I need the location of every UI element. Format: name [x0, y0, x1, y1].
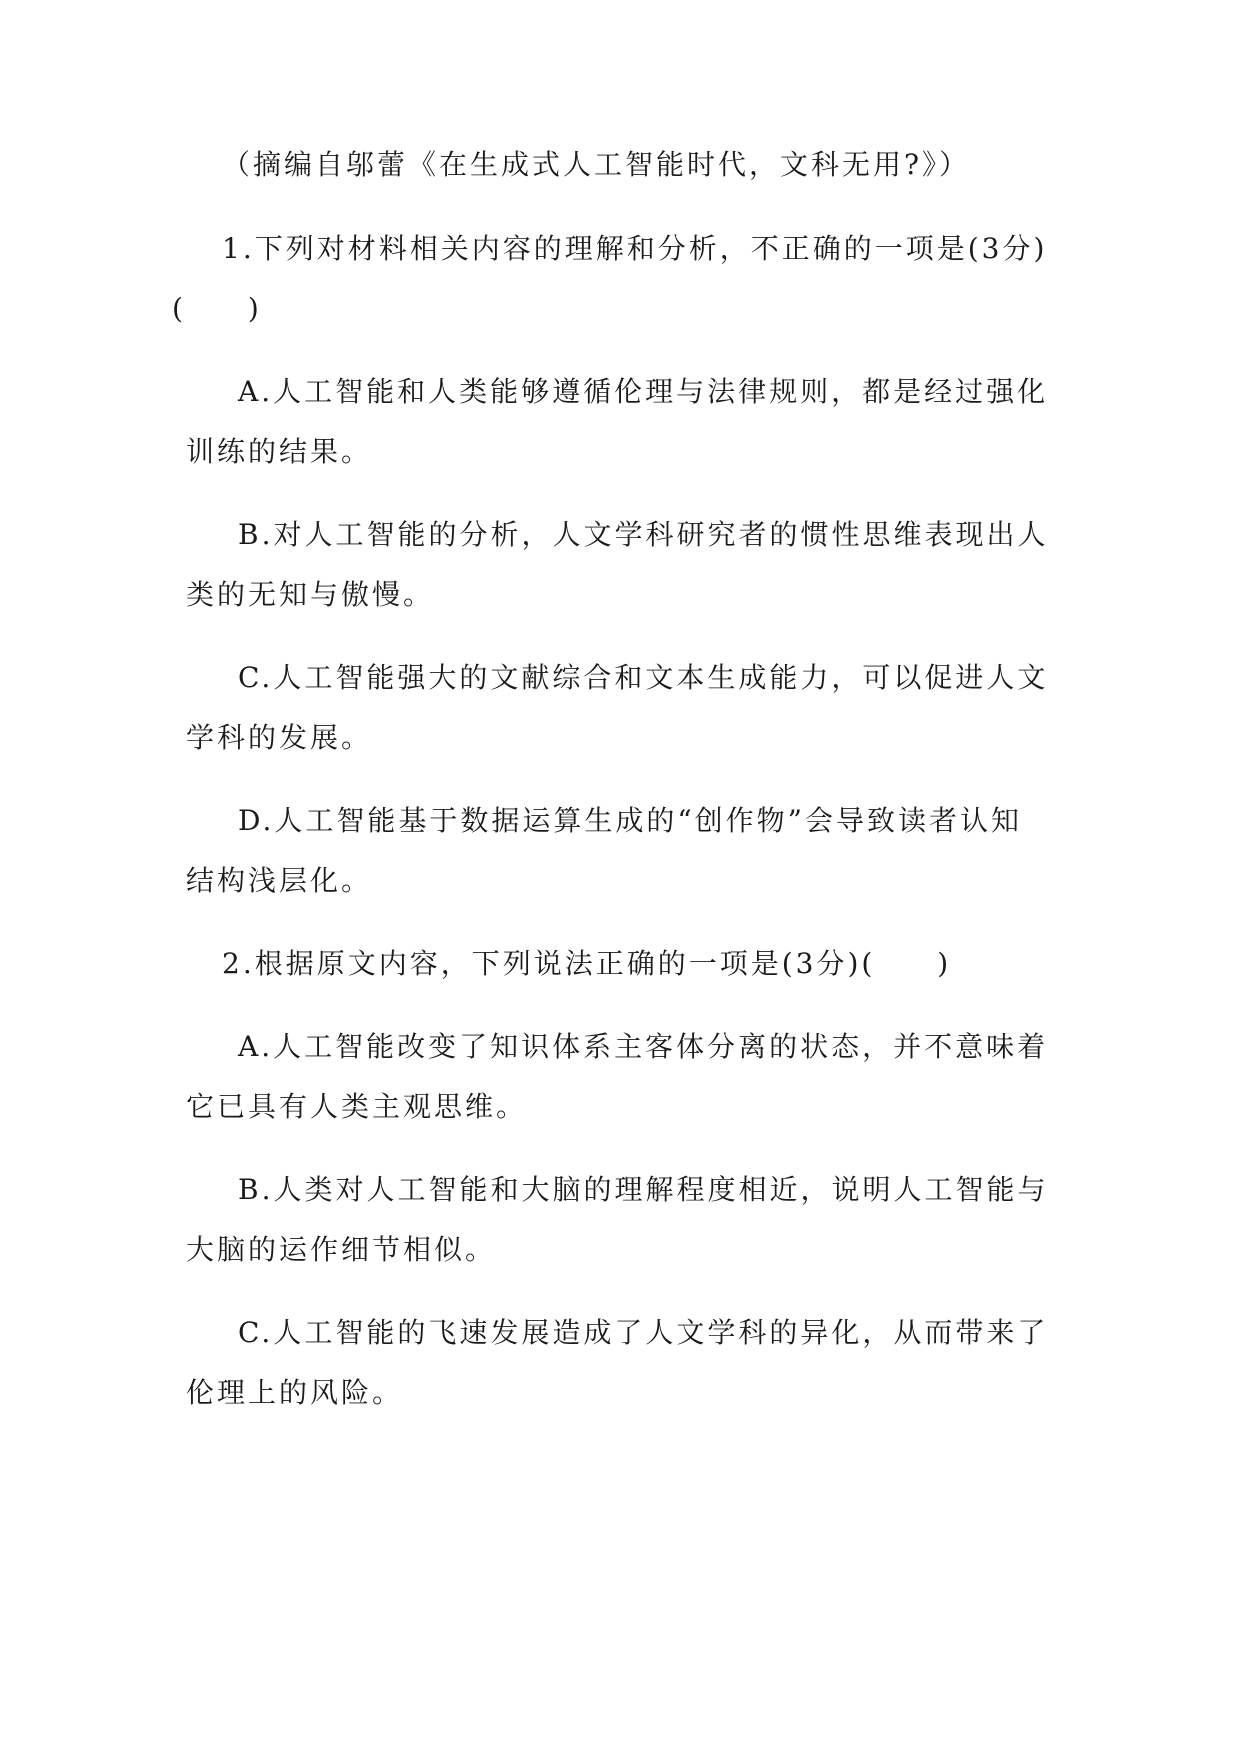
question-1-option-a: A.人工智能和人类能够遵循伦理与法律规则，都是经过强化	[238, 375, 1049, 408]
question-2-option-c-cont: 伦理上的风险。	[186, 1376, 404, 1409]
question-1-stem: 1.下列对材料相关内容的理解和分析，不正确的一项是(3分)	[222, 232, 1048, 265]
question-2-option-b: B.人类对人工智能和大脑的理解程度相近，说明人工智能与	[238, 1173, 1049, 1206]
source-citation: （摘编自邬蕾《在生成式人工智能时代，文科无用?》）	[222, 148, 971, 181]
question-2-option-a-cont: 它已具有人类主观思维。	[186, 1090, 528, 1123]
question-1-option-a-cont: 训练的结果。	[186, 435, 373, 468]
question-1-option-b: B.对人工智能的分析，人文学科研究者的惯性思维表现出人	[238, 518, 1049, 551]
question-1-answer-bracket: ( )	[172, 292, 262, 325]
question-2-option-b-cont: 大脑的运作细节相似。	[186, 1233, 497, 1266]
question-1-option-c: C.人工智能强大的文献综合和文本生成能力，可以促进人文	[238, 661, 1049, 694]
question-1-option-b-cont: 类的无知与傲慢。	[186, 578, 435, 611]
question-2-option-a: A.人工智能改变了知识体系主客体分离的状态，并不意味着	[238, 1030, 1049, 1063]
question-1-option-d-cont: 结构浅层化。	[186, 864, 373, 897]
question-1-option-c-cont: 学科的发展。	[186, 721, 373, 754]
question-2-option-c: C.人工智能的飞速发展造成了人文学科的异化，从而带来了	[238, 1316, 1049, 1349]
question-1-option-d: D.人工智能基于数据运算生成的“创作物”会导致读者认知	[238, 804, 1022, 837]
question-2-stem: 2.根据原文内容，下列说法正确的一项是(3分)( )	[222, 947, 952, 980]
